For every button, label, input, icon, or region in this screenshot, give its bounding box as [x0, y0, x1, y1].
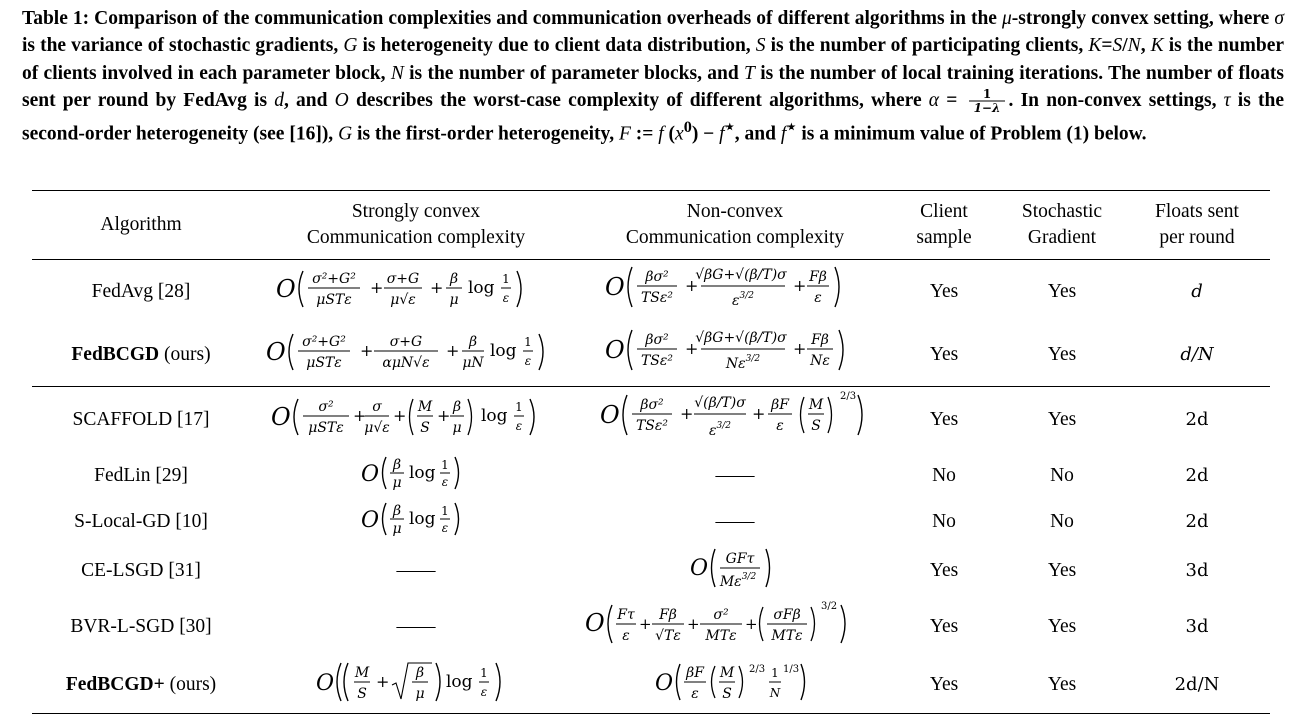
svg-text:β: β — [468, 333, 478, 350]
header-non-convex: Non-convex Communication complexity — [625, 201, 845, 248]
svg-text:μ: μ — [452, 419, 462, 436]
table-row — [32, 453, 1270, 499]
svg-text:ε: ε — [776, 417, 784, 434]
svg-text:log: log — [446, 671, 473, 692]
cell-stochastic-gradient: Yes — [1047, 343, 1077, 365]
svg-text:O: O — [271, 402, 291, 431]
svg-text:O: O — [361, 461, 380, 487]
svg-text:Nε: Nε — [810, 352, 830, 369]
header-client-sample: Client sample — [916, 201, 972, 248]
svg-text:ε: ε — [515, 418, 523, 433]
svg-text:O: O — [585, 608, 605, 637]
svg-text:μ√ε: μ√ε — [390, 291, 416, 308]
svg-text:1−λ: 1−λ — [973, 100, 1000, 114]
svg-text:ε: ε — [524, 353, 532, 368]
svg-text:log: log — [468, 277, 495, 298]
svg-text:β: β — [452, 398, 462, 415]
svg-text:1: 1 — [480, 665, 488, 680]
svg-text:σFβ: σFβ — [773, 606, 801, 623]
svg-text:√Tε: √Tε — [655, 627, 681, 644]
svg-text:TSε²: TSε² — [640, 289, 674, 306]
svg-text:Fτ: Fτ — [617, 606, 635, 623]
cell-floats: 2d/N — [1174, 673, 1220, 695]
svg-text:O: O — [655, 670, 674, 696]
cell-stochastic-gradient: Yes — [1047, 559, 1077, 581]
cell-strongly-convex — [250, 324, 582, 387]
cell-strongly-convex — [250, 260, 582, 324]
svg-text:+: + — [376, 671, 390, 691]
svg-text:M: M — [808, 396, 824, 413]
cell-non-convex: —— — [715, 464, 755, 486]
cell-client-sample: Yes — [929, 408, 959, 430]
cell-algorithm: FedLin [29] — [94, 464, 188, 486]
table-row — [32, 324, 1270, 387]
svg-text:M: M — [354, 664, 370, 681]
svg-text:M: M — [417, 398, 433, 415]
cell-strongly-convex: —— — [396, 615, 436, 637]
table-row — [32, 597, 1270, 657]
svg-text:+: + — [752, 403, 766, 423]
svg-text:O: O — [605, 272, 625, 301]
svg-text:3/2: 3/2 — [821, 600, 838, 612]
svg-text:+: + — [793, 275, 807, 295]
table-row — [32, 386, 1270, 453]
svg-text:M: M — [719, 664, 735, 681]
svg-text:σ+G: σ+G — [386, 270, 420, 287]
table-caption: Table 1: Comparison of the communication complexities and communication overheads of different algorithms in the μ-strongly convex setting, where σ is the variance of stochastic gradients, G is heterogeneity due to client data distribution, S is the number of participating clients, K=S/N, K is the number of clients involved in each parameter block, N is the number of parameter blocks, and T is the number of local training iterations. The number of floats sent per round by FedAvg is d, and O describes the worst-case complexity of different algorithms, where α = 1 1−λ . In non-convex settings, τ is the second-order heterogeneity (see [16]), G is the first-order heterogeneity, F := f $(x^0) - f^⋆$, and f⋆ is a minimum value of Problem (1) below. — [22, 8, 1285, 145]
svg-text:N: N — [769, 685, 781, 700]
table-header-row — [32, 191, 1270, 260]
svg-text:log: log — [481, 405, 508, 426]
comparison-table — [32, 190, 1270, 714]
svg-text:+: + — [687, 614, 700, 633]
svg-text:GFτ: GFτ — [725, 550, 755, 567]
svg-text:ε3/2: $\varepsilon^{3/2}$ — [709, 420, 731, 439]
svg-text:Fβ: Fβ — [659, 606, 677, 623]
cell-non-convex — [582, 545, 888, 597]
cell-stochastic-gradient: No — [1050, 510, 1074, 532]
svg-text:β: β — [449, 270, 459, 287]
svg-text:μSTε: μSTε — [316, 291, 352, 308]
svg-text:+: + — [685, 338, 699, 358]
cell-algorithm: CE-LSGD [31] — [81, 559, 201, 581]
cell-non-convex — [582, 324, 888, 387]
cell-floats: 3d — [1185, 615, 1209, 637]
svg-text:σ²: σ² — [713, 606, 729, 623]
cell-client-sample: No — [932, 510, 956, 532]
svg-text:βσ²: βσ² — [645, 268, 669, 285]
cell-client-sample: Yes — [929, 280, 959, 302]
svg-text:O: O — [316, 670, 335, 696]
svg-text:2/3: 2/3 — [840, 390, 857, 402]
svg-text:β: β — [392, 502, 402, 519]
svg-text:+: + — [370, 277, 384, 297]
svg-text:O: O — [276, 274, 296, 303]
svg-text:1: 1 — [502, 271, 510, 286]
cell-floats: d/N — [1180, 343, 1214, 365]
svg-text:O: O — [266, 337, 286, 366]
cell-stochastic-gradient: No — [1050, 464, 1074, 486]
svg-text:+: + — [793, 338, 807, 358]
svg-text:MTε: MTε — [705, 627, 737, 644]
cell-algorithm: SCAFFOLD [17] — [72, 408, 210, 430]
svg-text:ε: ε — [502, 290, 510, 305]
svg-text:μN: μN — [462, 354, 484, 371]
svg-text:TSε²: TSε² — [640, 352, 674, 369]
cell-stochastic-gradient: Yes — [1047, 280, 1077, 302]
svg-text:μSTε: μSTε — [308, 419, 344, 436]
svg-text:S: S — [420, 419, 430, 436]
svg-text:ε: ε — [691, 685, 699, 702]
svg-text:1: 1 — [982, 87, 991, 101]
cell-client-sample: Yes — [929, 559, 959, 581]
cell-floats: d — [1191, 280, 1203, 302]
cell-client-sample: Yes — [929, 615, 959, 637]
svg-text:log: log — [490, 340, 517, 361]
header-algorithm: Algorithm — [100, 214, 182, 235]
cell-stochastic-gradient: Yes — [1047, 615, 1077, 637]
svg-text:S: S — [811, 417, 821, 434]
cell-non-convex — [582, 597, 888, 657]
svg-text:βF: βF — [771, 396, 789, 413]
svg-text:σ²+G²: σ²+G² — [312, 270, 356, 287]
svg-text:ε: ε — [441, 474, 449, 489]
table-row — [32, 499, 1270, 545]
cell-algorithm: S-Local-GD [10] — [74, 510, 208, 532]
cell-client-sample: Yes — [929, 673, 959, 695]
svg-text:Fβ: Fβ — [811, 331, 829, 348]
svg-text:σ+G: σ+G — [389, 333, 423, 350]
svg-text:1/3: 1/3 — [783, 663, 800, 675]
cell-floats: 2d — [1185, 510, 1209, 532]
cell-strongly-convex — [250, 453, 582, 499]
svg-text:1: 1 — [441, 503, 449, 518]
svg-text:ε: ε — [480, 684, 488, 699]
cell-algorithm: BVR-L-SGD [30] — [70, 615, 212, 637]
svg-text:μ√ε: μ√ε — [364, 419, 390, 436]
table-row — [32, 260, 1270, 324]
cell-algorithm: FedAvg [28] — [91, 280, 191, 302]
svg-text:√βG+√(β/T)σ: √βG+√(β/T)σ — [695, 266, 787, 283]
svg-text:βσ²: βσ² — [640, 396, 664, 413]
svg-text:+: + — [446, 340, 460, 360]
cell-strongly-convex — [250, 657, 582, 714]
svg-text:√βG+√(β/T)σ: √βG+√(β/T)σ — [695, 329, 787, 346]
svg-text:+: + — [745, 614, 758, 633]
cell-client-sample: Yes — [929, 343, 959, 365]
svg-text:βσ²: βσ² — [645, 331, 669, 348]
svg-text:σ: σ — [372, 398, 382, 415]
header-floats-sent: Floats sent per round — [1155, 201, 1239, 248]
svg-text:ε: ε — [814, 289, 822, 306]
svg-text:Mε3/2: $M\varepsilon^{3/2}$ — [719, 571, 757, 590]
svg-text:μSTε: μSTε — [306, 354, 342, 371]
svg-text:σ²+G²: σ²+G² — [302, 333, 346, 350]
svg-text:+: + — [680, 403, 694, 423]
cell-stochastic-gradient: Yes — [1047, 408, 1077, 430]
svg-text:Nε3/2: $N\varepsilon^{3/2}$ — [725, 353, 761, 372]
svg-text:√(β/T)σ: √(β/T)σ — [694, 394, 746, 411]
svg-text:ε: ε — [441, 520, 449, 535]
svg-text:MTε: MTε — [771, 627, 803, 644]
svg-text:σ²: σ² — [318, 398, 334, 415]
cell-floats: 2d — [1185, 408, 1209, 430]
svg-text:Fβ: Fβ — [809, 268, 827, 285]
table-row — [32, 657, 1270, 714]
svg-text:O: O — [361, 507, 380, 533]
cell-strongly-convex — [250, 386, 582, 453]
svg-text:+: + — [353, 405, 367, 425]
svg-text:log: log — [409, 462, 436, 483]
cell-non-convex — [582, 657, 888, 714]
svg-text:O: O — [605, 335, 625, 364]
svg-text:S: S — [722, 685, 732, 702]
svg-text:O: O — [690, 555, 709, 581]
svg-text:μ: μ — [415, 685, 425, 702]
header-stochastic-gradient: Stochastic Gradient — [1021, 201, 1103, 248]
svg-text:TSε²: TSε² — [635, 417, 669, 434]
header-strongly-convex: Strongly convex Communication complexity — [306, 201, 526, 248]
cell-stochastic-gradient: Yes — [1047, 673, 1077, 695]
svg-text:ε: ε — [622, 627, 630, 644]
cell-non-convex — [582, 386, 888, 453]
cell-algorithm: FedBCGD+ (ours) — [65, 673, 217, 695]
cell-non-convex — [582, 260, 888, 324]
cell-floats: 2d — [1185, 464, 1209, 486]
svg-text:2/3: 2/3 — [749, 663, 766, 675]
table-row — [32, 545, 1270, 597]
cell-client-sample: No — [932, 464, 956, 486]
svg-text:+: + — [360, 340, 374, 360]
svg-text:1: 1 — [771, 665, 779, 680]
cell-algorithm: FedBCGD (ours) — [71, 343, 211, 365]
svg-text:βF: βF — [686, 664, 704, 681]
svg-text:β: β — [392, 456, 402, 473]
svg-text:S: S — [357, 685, 367, 702]
svg-text:1: 1 — [515, 399, 523, 414]
svg-text:O: O — [600, 400, 620, 429]
svg-text:+: + — [639, 614, 652, 633]
svg-text:+: + — [393, 405, 407, 425]
cell-strongly-convex — [250, 499, 582, 545]
svg-text:αμN√ε: αμN√ε — [382, 354, 430, 371]
svg-text:μ: μ — [449, 291, 459, 308]
svg-text:1: 1 — [524, 334, 532, 349]
svg-text:ε3/2: $\varepsilon^{3/2}$ — [732, 290, 754, 309]
svg-text:μ: μ — [392, 520, 402, 537]
svg-text:1: 1 — [441, 457, 449, 472]
cell-strongly-convex: —— — [396, 559, 436, 581]
svg-text:+: + — [685, 275, 699, 295]
cell-floats: 3d — [1185, 559, 1209, 581]
cell-non-convex: —— — [715, 510, 755, 532]
svg-text:log: log — [409, 508, 436, 529]
svg-text:+: + — [430, 277, 444, 297]
svg-text:μ: μ — [392, 474, 402, 491]
svg-text:β: β — [415, 664, 425, 681]
svg-text:+: + — [437, 405, 451, 425]
